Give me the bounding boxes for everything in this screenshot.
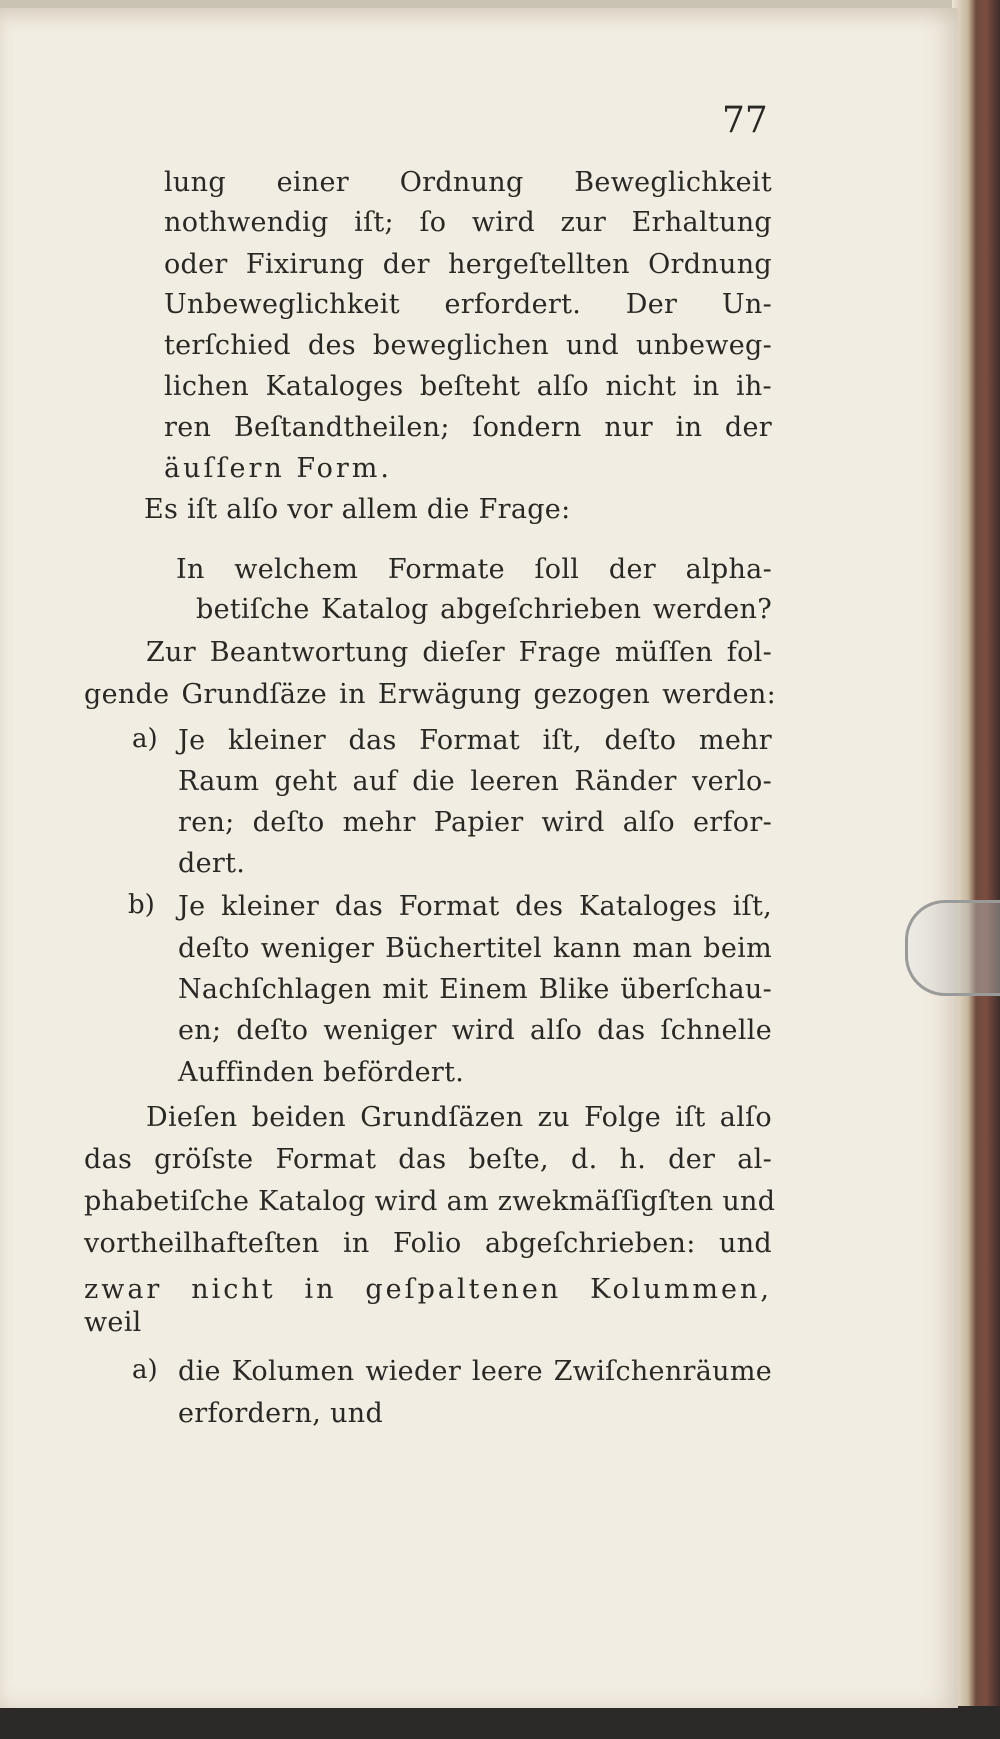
text-line: Es iſt alſo vor allem die Frage: <box>144 494 571 525</box>
text-line: phabetiſche Katalog wird am zwekmäſſigſten und <box>84 1186 776 1217</box>
text-line: In welchem Formate ſoll der alpha- <box>176 554 772 585</box>
text-line: Je kleiner das Format iſt, deſto mehr <box>178 725 772 756</box>
text-line: die Kolumen wieder leere Zwiſchenräume <box>178 1356 772 1387</box>
text-line: erfordern, und <box>178 1398 384 1429</box>
text-line: oder Fixirung der hergeſtellten Ordnung <box>164 249 772 280</box>
text-line: vortheilhafteſten in Folio abgeſchrieben: und <box>84 1228 772 1259</box>
text-line: weil <box>84 1307 142 1338</box>
text-line: terſchied des beweglichen und unbeweg- <box>164 330 772 361</box>
text-line: en; deſto weniger wird alſo das ſchnelle <box>178 1015 772 1046</box>
text-line: Dieſen beiden Grundſäzen zu Folge iſt alſo <box>146 1102 772 1133</box>
scan-bottom-border <box>0 1706 1000 1739</box>
item-label: b) <box>128 890 155 920</box>
book-page-edges <box>952 0 1000 1739</box>
text-line: Zur Beantwortung dieſer Frage müſſen fol- <box>146 637 772 668</box>
text-line: das gröſste Format das beſte, d. h. der al- <box>84 1144 772 1175</box>
text-line: äuſſern Form. <box>164 453 392 484</box>
text-line: betiſche Katalog abgeſchrieben werden? <box>196 594 772 625</box>
text-line: lichen Kataloges beſteht alſo nicht in ih- <box>164 371 772 402</box>
text-line: zwar nicht in geſpaltenen Kolummen, <box>84 1274 772 1305</box>
text-line: Auffinden befördert. <box>178 1057 465 1088</box>
text-line: ren; deſto mehr Papier wird alſo erfor- <box>178 807 772 838</box>
item-label: a) <box>132 1355 158 1385</box>
text-line: ren Beſtandtheilen; ſondern nur in der <box>164 412 772 443</box>
text-line: nothwendig iſt; ſo wird zur Erhaltung <box>164 207 772 238</box>
text-line: gende Grundſäze in Erwägung gezogen werden: <box>84 679 776 710</box>
text-line: dert. <box>178 848 246 879</box>
text-line: Unbeweglichkeit erfordert. Der Un- <box>164 289 772 320</box>
book-page <box>0 8 958 1708</box>
text-line: lung einer Ordnung Beweglichkeit <box>164 167 772 198</box>
text-line: deſto weniger Büchertitel kann man beim <box>178 933 772 964</box>
item-label: a) <box>132 724 158 754</box>
text-line: Raum geht auf die leeren Ränder verlo- <box>178 766 772 797</box>
text-line: Nachſchlagen mit Einem Blike überſchau- <box>178 974 772 1005</box>
page-clip <box>905 900 1000 996</box>
text-line: Je kleiner das Format des Kataloges iſt, <box>178 891 772 922</box>
page-number: 77 <box>722 100 768 141</box>
